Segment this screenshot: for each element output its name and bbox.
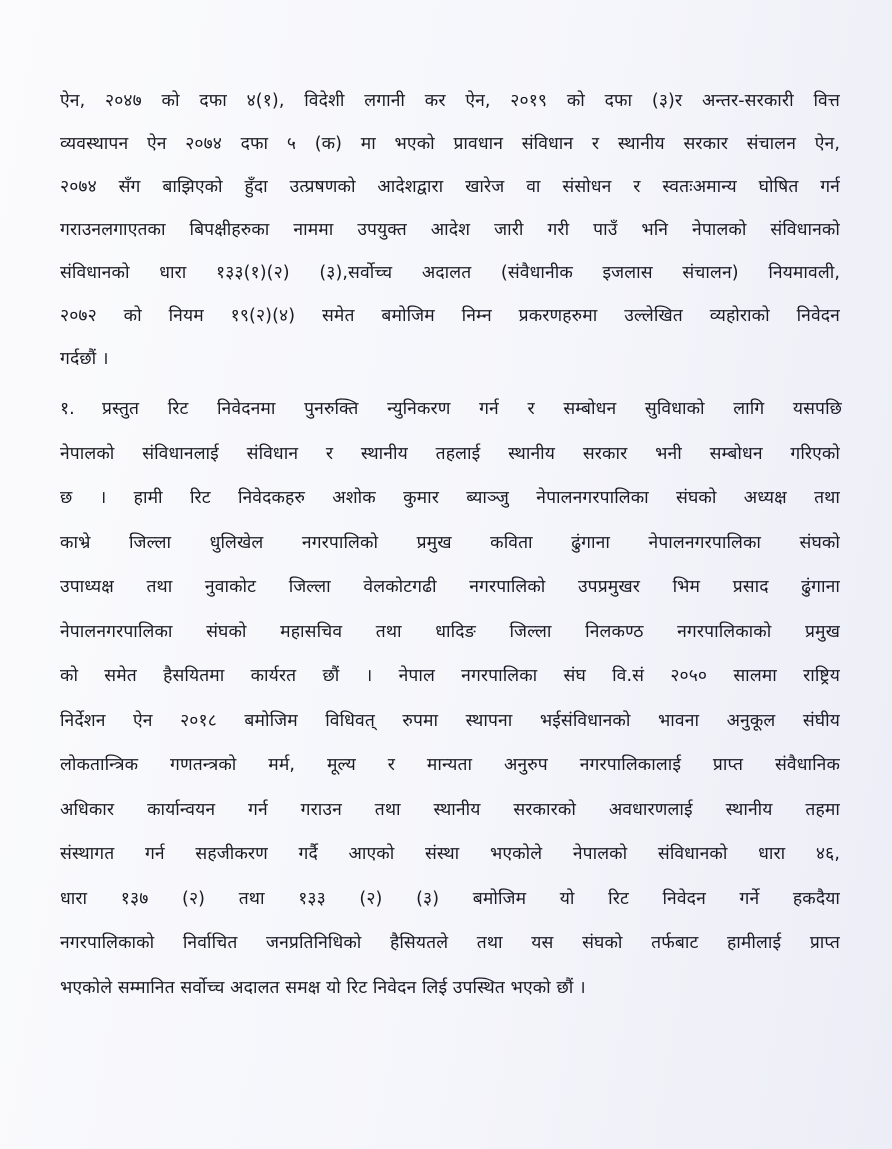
- intro-line: गराउनलगाएतका बिपक्षीहरुका नाममा उपयुक्त आदेश जारी गरी पाउँ भनि नेपालको संविधानको: [60, 220, 840, 240]
- paragraph-line: धारा १३७ (२) तथा १३३ (२) (३) बमोजिम यो रिट निवेदन गर्ने हकदैया: [60, 888, 840, 909]
- paragraph-line: निर्देशन ऐन २०१८ बमोजिम विधिवत् रुपमा स्थापना भईसंविधानको भावना अनुकूल संघीय: [60, 710, 840, 731]
- intro-line: २०७२ को नियम १९(२)(४) समेत बमोजिम निम्न प्रकरणहरुमा उल्लेखित व्यहोराको निवेदन: [60, 306, 840, 326]
- paragraph-line: उपाध्यक्ष तथा नुवाकोट जिल्ला वेलकोटगढी नगरपालिको उपप्रमुखर भिम प्रसाद ढुंगाना: [60, 577, 840, 597]
- paragraph-line: संस्थागत गर्न सहजीकरण गर्दै आएको संस्था भएकोले नेपालको संविधानको धारा ४६,: [60, 844, 840, 864]
- paragraph-line: लोकतान्त्रिक गणतन्त्रको मर्म, मूल्य र मान्यता अनुरुप नगरपालिकालाई प्राप्त संवैधानिक: [60, 755, 840, 775]
- paragraph-line: नेपालको संविधानलाई संविधान र स्थानीय तहलाई स्थानीय सरकार भनी सम्बोधन गरिएको: [60, 443, 840, 464]
- paragraph-line: को समेत हैसयितमा कार्यरत छौं । नेपाल नगरपालिका संघ वि.सं २०५० सालमा राष्ट्रिय: [60, 666, 840, 686]
- intro-line: व्यवस्थापन ऐन २०७४ दफा ५ (क) मा भएको प्रावधान संविधान र स्थानीय सरकार संचालन ऐन,: [60, 134, 840, 154]
- paragraph-line: नगरपालिकाको निर्वाचित जनप्रतिनिधिको हैसियतले तथा यस संघको तर्फबाट हामीलाई प्राप्त: [60, 933, 840, 953]
- paragraph-line: काभ्रे जिल्ला धुलिखेल नगरपालिको प्रमुख कविता ढुंगाना नेपालनगरपालिका संघको: [60, 532, 840, 553]
- paragraph-line: अधिकार कार्यान्वयन गर्न गराउन तथा स्थानीय सरकारको अवधारणलाई स्थानीय तहमा: [60, 799, 840, 820]
- paragraph-line: भएकोले सम्मानित सर्वोच्च अदालत समक्ष यो रिट निवेदन लिई उपस्थित भएको छौं ।: [60, 977, 586, 998]
- paragraph-line: छ । हामी रिट निवेदकहरु अशोक कुमार ब्याञ्जु नेपालनगरपालिका संघको अध्यक्ष तथा: [60, 488, 840, 508]
- paragraph-number: १.: [60, 399, 75, 419]
- intro-line: गर्दछौं ।: [60, 349, 109, 369]
- paragraph-line: नेपालनगरपालिका संघको महासचिव तथा धादिङ जिल्ला निलकण्ठ नगरपालिकाको प्रमुख: [60, 621, 840, 642]
- intro-line: संविधानको धारा १३३(१)(२) (३),सर्वोच्च अदालत (संवैधानीक इजलास संचालन) नियमावली,: [60, 263, 840, 283]
- intro-line: २०७४ सँग बाझिएको हुँदा उत्प्रषणको आदेशद्वारा खारेज वा संसोधन र स्वतःअमान्य घोषित गर्न: [60, 177, 840, 197]
- paragraph-line: प्रस्तुत रिट निवेदनमा पुनरुक्ति न्युनिकरण गर्न र सम्बोधन सुविधाको लागि यसपछि: [102, 399, 842, 419]
- intro-line: ऐन, २०४७ को दफा ४(१), विदेशी लगानी कर ऐन, २०१९ को दफा (३)र अन्तर-सरकारी वित्त: [60, 91, 840, 111]
